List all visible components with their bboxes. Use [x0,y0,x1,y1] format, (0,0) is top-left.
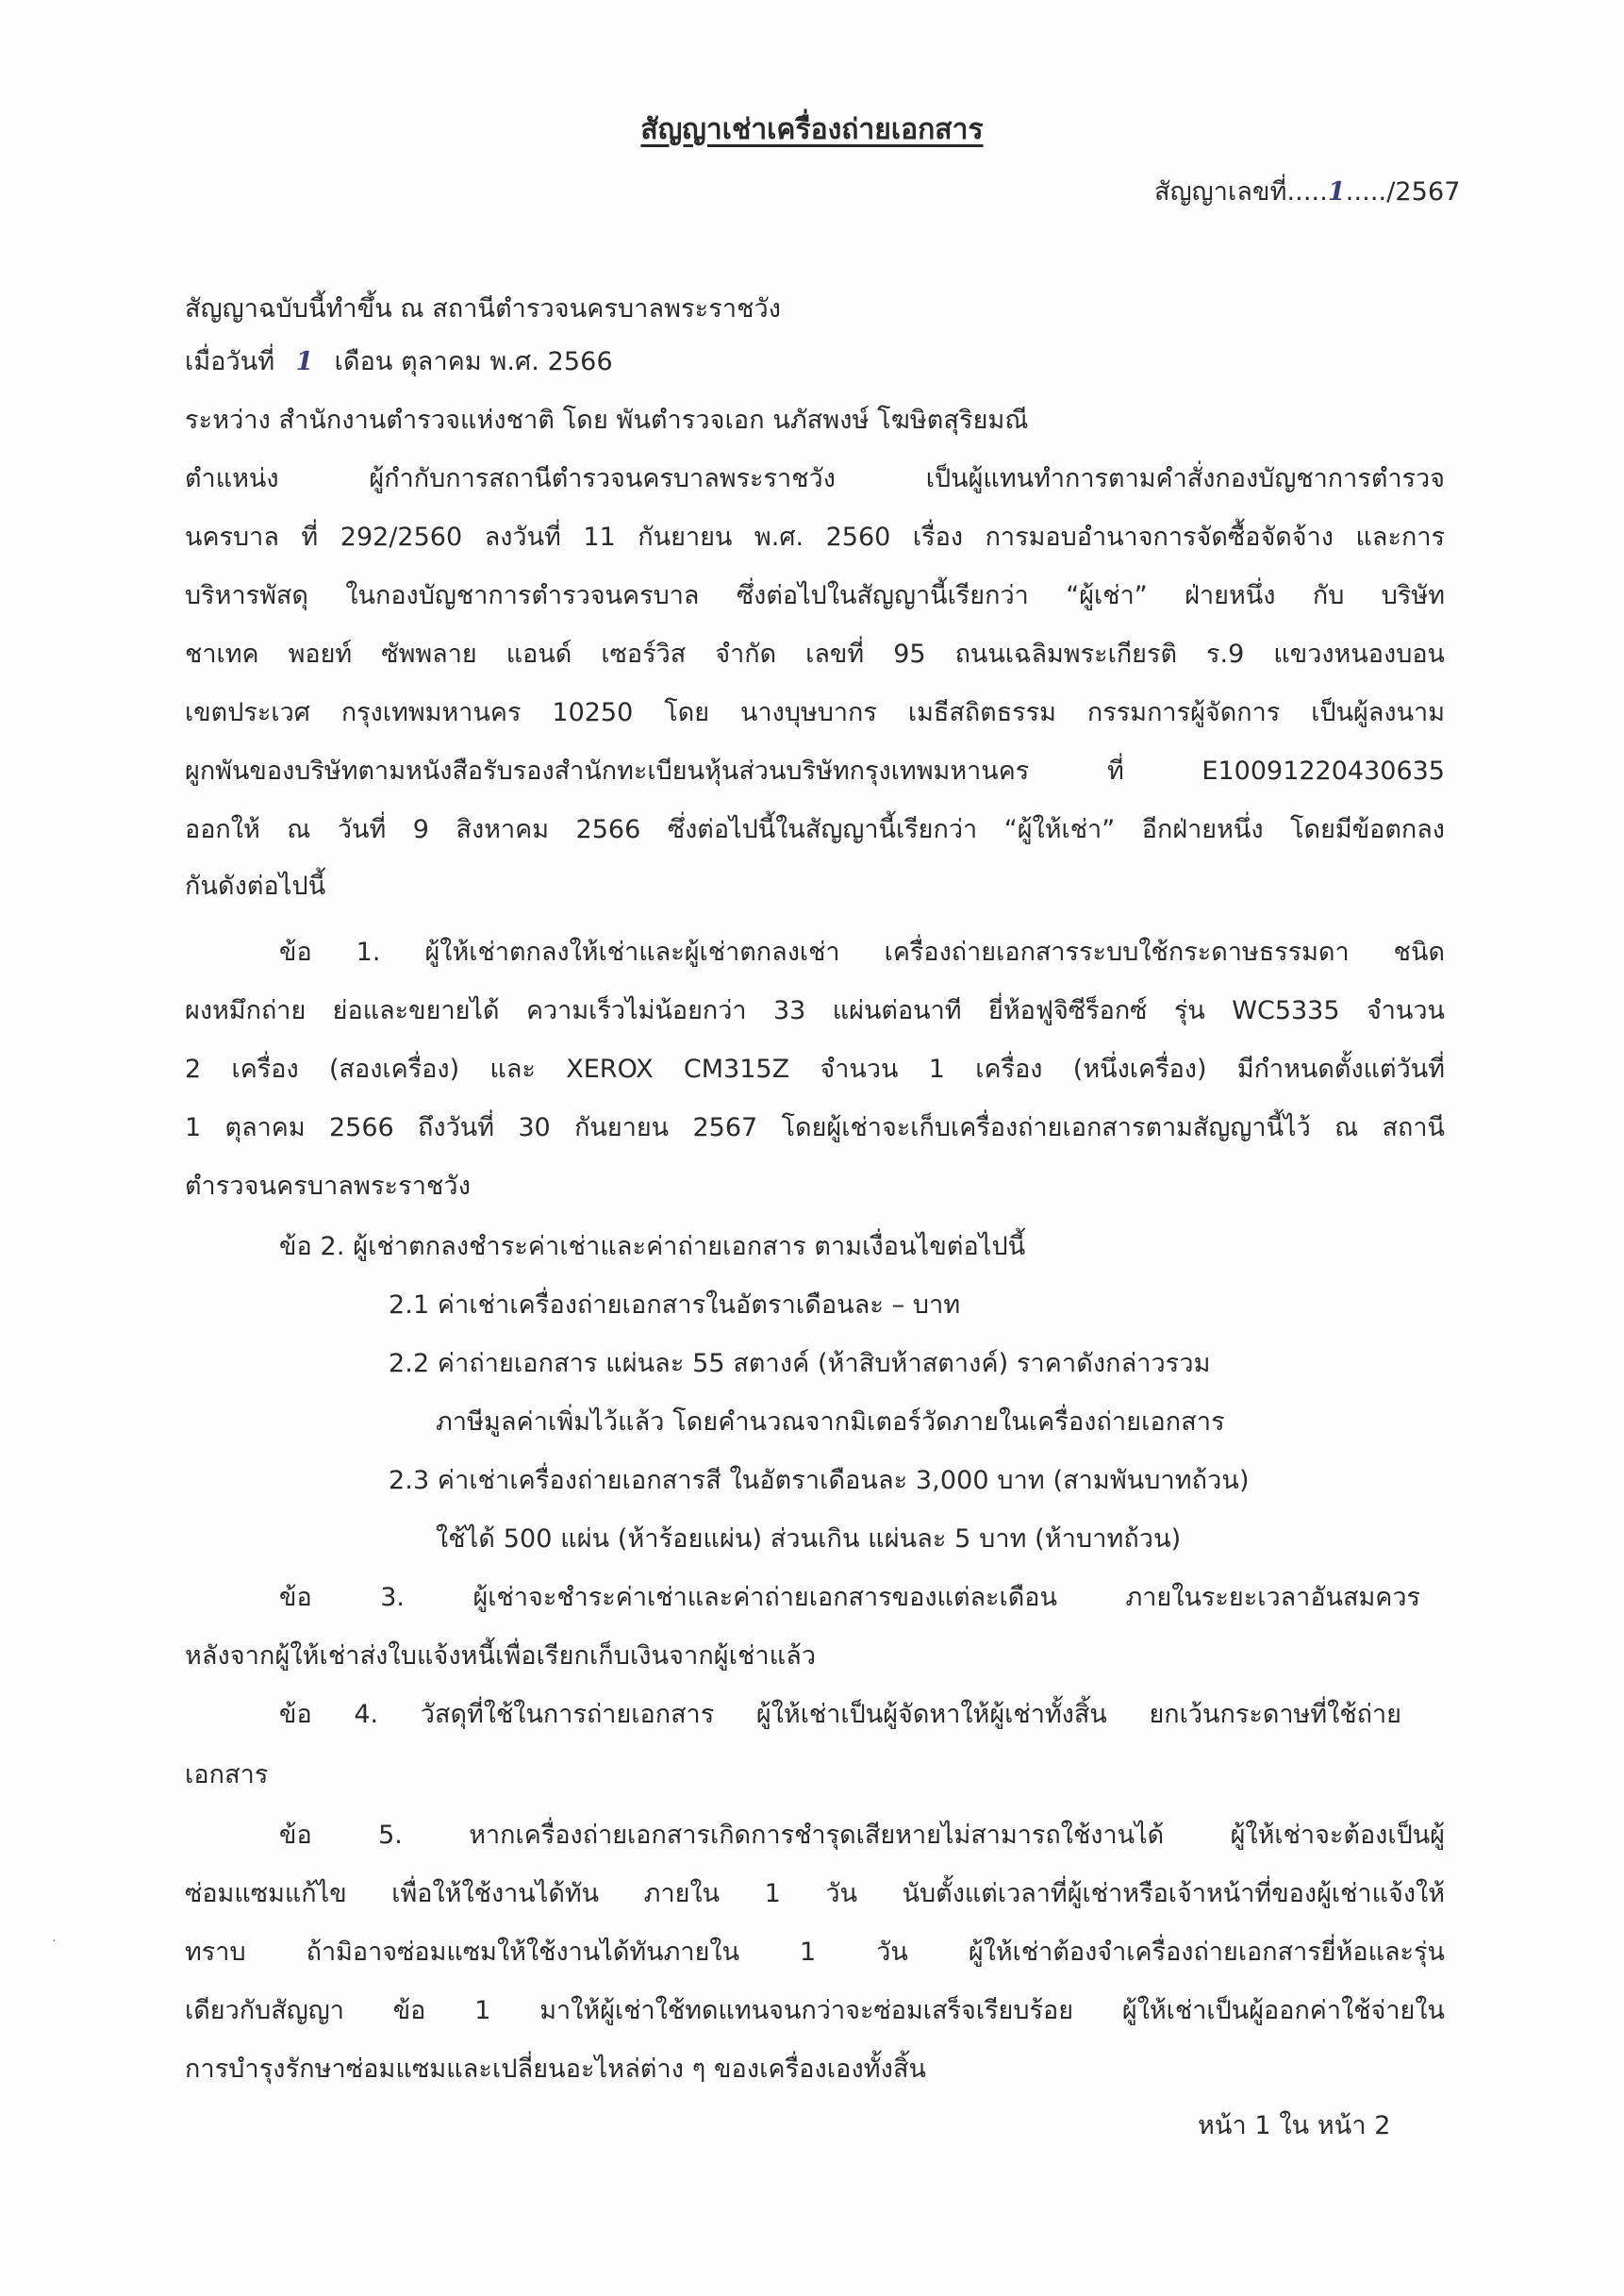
date-line [185,345,613,379]
scan-speck: · [52,1934,57,1949]
clause4-line-1: ข้อ 4. วัสดุที่ใช้ในการถ่ายเอกสาร ผู้ให้เช่าเป็นผู้จัดหาให้ผู้เช่าทั้งสิ้น ยกเว้นกระดาษที่ใช้ถ่าย [279,1700,1401,1729]
clause1-line-3: 2 เครื่อง (สองเครื่อง) และ XEROX CM315Z จำนวน 1 เครื่อง (หนึ่งเครื่อง) มีกำหนดตั้งแต่วันที่ [185,1055,1445,1084]
contract-number-handwritten: 1 [1327,177,1346,207]
date-prefix: เมื่อวันที่ [185,347,275,376]
para1-last-line: กันดังต่อไปนี้ [185,872,326,901]
clause2-2-line-1: 2.2 ค่าถ่ายเอกสาร แผ่นละ 55 สตางค์ (ห้าสิบห้าสตางค์) ราคาดังกล่าวรวม [389,1349,1211,1378]
clause5-line-2: ซ่อมแซมแก้ไข เพื่อให้ใช้งานได้ทัน ภายใน 1 วัน นับตั้งแต่เวลาที่ผู้เช่าหรือเจ้าหน้าที่ของผู้เช่าแจ้งให้ [185,1879,1445,1908]
between-line: ระหว่าง สำนักงานตำรวจแห่งชาติ โดย พันตำรวจเอก นภัสพงษ์ โฆษิตสุริยมณี [185,406,1029,435]
clause2-heading: ข้อ 2. ผู้เช่าตกลงชำระค่าเช่าและค่าถ่ายเอกสาร ตามเงื่อนไขต่อไปนี้ [279,1232,1026,1261]
clause3-line-1: ข้อ 3. ผู้เช่าจะชำระค่าเช่าและค่าถ่ายเอกสารของแต่ละเดือน ภายในระยะเวลาอันสมควร [279,1583,1420,1612]
contract-number-dots: ..... [1286,177,1328,207]
para1-line-5: เขตประเวศ กรุงเทพมหานคร 10250 โดย นางบุษบากร เมธีสถิตธรรม กรรมการผู้จัดการ เป็นผู้ลงนาม [185,698,1445,727]
made-at-line: สัญญาฉบับนี้ทำขึ้น ณ สถานีตำรวจนครบาลพระราชวัง [185,294,782,324]
contract-number-year: ...../2567 [1345,177,1461,207]
clause1-line-4: 1 ตุลาคม 2566 ถึงวันที่ 30 กันยายน 2567 โดยผู้เช่าจะเก็บเครื่องถ่ายเอกสารตามสัญญานี้ไว้ ณ สถานี [185,1113,1445,1142]
page-footer: หน้า 1 ใน หน้า 2 [1198,2111,1391,2140]
clause5-line-3: ทราบ ถ้ามิอาจซ่อมแซมให้ใช้งานได้ทันภายใน 1 วัน ผู้ให้เช่าต้องจำเครื่องถ่ายเอกสารยี่ห้อและรุ่น [185,1938,1445,1967]
clause5-line-4: เดียวกับสัญญา ข้อ 1 มาให้ผู้เช่าใช้ทดแทนจนกว่าจะซ่อมเสร็จเรียบร้อย ผู้ให้เช่าเป็นผู้ออกค่าใช้จ่ายใน [185,1996,1445,2025]
para1-line-2: นครบาล ที่ 292/2560 ลงวันที่ 11 กันยายน พ.ศ. 2560 เรื่อง การมอบอำนาจการจัดซื้อจัดจ้าง และการ [185,523,1445,552]
clause3-line-2: หลังจากผู้ให้เช่าส่งใบแจ้งหนี้เพื่อเรียกเก็บเงินจากผู้เช่าแล้ว [185,1641,817,1671]
clause5-line-1: ข้อ 5. หากเครื่องถ่ายเอกสารเกิดการชำรุดเสียหายไม่สามารถใช้งานได้ ผู้ให้เช่าจะต้องเป็นผู้ [279,1821,1445,1850]
date-handwritten: 1 [295,347,314,376]
clause2-3-line-1: 2.3 ค่าเช่าเครื่องถ่ายเอกสารสี ในอัตราเดือนละ 3,000 บาท (สามพันบาทถ้วน) [389,1466,1250,1495]
contract-number [1154,175,1461,209]
clause2-2-line-2: ภาษีมูลค่าเพิ่มไว้แล้ว โดยคำนวณจากมิเตอร์วัดภายในเครื่องถ่ายเอกสาร [436,1407,1225,1437]
para1-line-1: ตำแหน่ง ผู้กำกับการสถานีตำรวจนครบาลพระราชวัง เป็นผู้แทนทำการตามคำสั่งกองบัญชาการตำรวจ [185,464,1445,493]
clause1-line-2: ผงหมึกถ่าย ย่อและขยายได้ ความเร็วไม่น้อยกว่า 33 แผ่นต่อนาที ยี่ห้อฟูจิซีร็อกซ์ รุ่น WC5335 จำนวน [185,996,1445,1025]
clause1-line-1: ข้อ 1. ผู้ให้เช่าตกลงให้เช่าและผู้เช่าตกลงเช่า เครื่องถ่ายเอกสารระบบใช้กระดาษธรรมดา ชนิด [279,938,1445,967]
clause1-last-line: ตำรวจนครบาลพระราชวัง [185,1172,471,1201]
para1-line-4: ชาเทค พอยท์ ซัพพลาย แอนด์ เซอร์วิส จำกัด เลขที่ 95 ถนนเฉลิมพระเกียรติ ร.9 แขวงหนองบอน [185,640,1445,669]
document-title: สัญญาเช่าเครื่องถ่ายเอกสาร [640,113,984,146]
date-suffix: เดือน ตุลาคม พ.ศ. 2566 [334,347,613,376]
clause2-1: 2.1 ค่าเช่าเครื่องถ่ายเอกสารในอัตราเดือนละ – บาท [389,1290,961,1320]
para1-line-6: ผูกพันของบริษัทตามหนังสือรับรองสำนักทะเบียนหุ้นส่วนบริษัทกรุงเทพมหานคร ที่ E10091220430635 [185,757,1445,786]
clause5-last-line: การบำรุงรักษาซ่อมแซมและเปลี่ยนอะไหล่ต่าง ๆ ของเครื่องเองทั้งสิ้น [185,2055,927,2084]
contract-number-label: สัญญาเลขที่ [1154,177,1287,207]
para1-line-3: บริหารพัสดุ ในกองบัญชาการตำรวจนครบาล ซึ่งต่อไปในสัญญานี้เรียกว่า “ผู้เช่า” ฝ่ายหนึ่ง กับ บริษัท [185,581,1445,610]
clause2-3-line-2: ใช้ได้ 500 แผ่น (ห้าร้อยแผ่น) ส่วนเกิน แผ่นละ 5 บาท (ห้าบาทถ้วน) [436,1524,1182,1554]
para1-line-7: ออกให้ ณ วันที่ 9 สิงหาคม 2566 ซึ่งต่อไปนี้ในสัญญานี้เรียกว่า “ผู้ให้เช่า” อีกฝ่ายหนึ่ง โดยมีข้อตกลง [185,815,1445,844]
clause4-line-2: เอกสาร [185,1760,269,1789]
